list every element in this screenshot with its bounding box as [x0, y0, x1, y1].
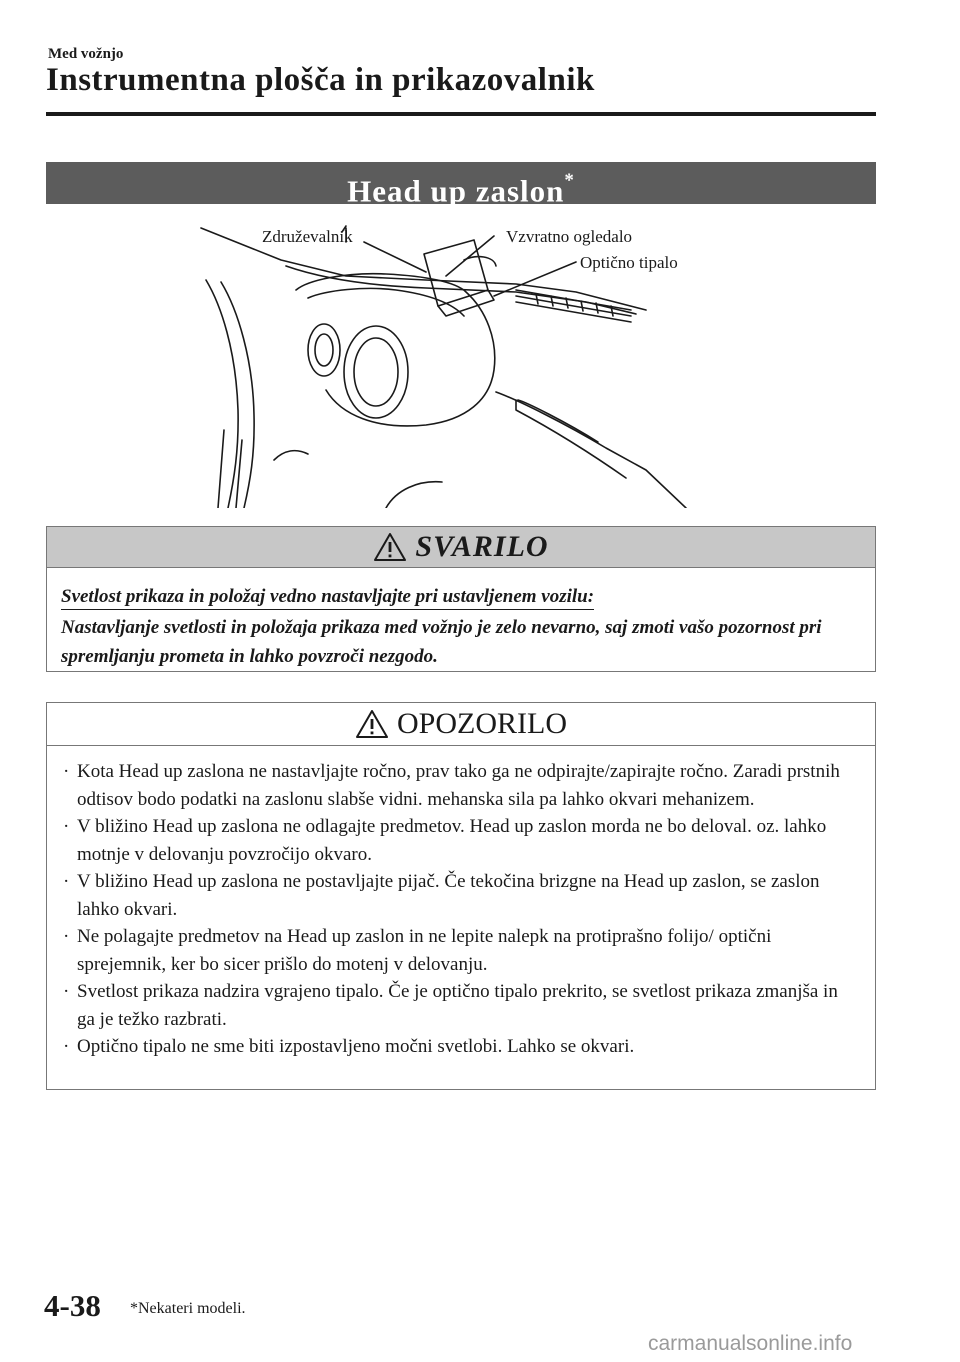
caution-list — [47, 746, 875, 1061]
caution-item-text: V bližino Head up zaslona ne postavljajte pijač. Če tekočina brizgne na Head up zaslon, se zaslon lahko okvari. — [77, 871, 820, 920]
label-combiner: Združevalnik — [262, 227, 353, 246]
page-title: Instrumentna plošča in prikazovalnik — [46, 62, 595, 98]
bullet: · — [63, 1036, 70, 1057]
caution-item-text: Optično tipalo ne sme biti izpostavljeno močni svetlobi. Lahko se okvari. — [77, 1036, 635, 1057]
caution-item-text: Kota Head up zaslona ne nastavljajte ročno, prav tako ga ne odpirajte/zapirajte ročno. Zaradi prstnih odtisov bodo podatki na zaslonu slabše vidni. mehanska sila pa lahko okvari mehanizem. — [77, 761, 840, 810]
caution-item-text: V bližino Head up zaslona ne odlagajte predmetov. Head up zaslon morda ne bo deloval. oz. lahko motnje v delovanju povzročijo okvaro. — [77, 816, 827, 865]
label-sensor: Optično tipalo — [580, 253, 678, 272]
caution-item-text: Ne polagajte predmetov na Head up zaslon in ne lepite nalepk na protiprašno folijo/ optični sprejemnik, ker bo sicer prišlo do motenj v delovanju. — [77, 926, 772, 975]
bullet: · — [63, 981, 70, 1002]
warning-lead: Svetlost prikaza in položaj vedno nastavljajte pri ustavljenem vozilu: — [61, 585, 594, 610]
warning-header — [47, 527, 875, 568]
bullet: · — [63, 871, 70, 892]
banner-footnote-mark: * — [564, 170, 575, 191]
caution-item — [63, 868, 855, 923]
footnote: *Nekateri modeli. — [130, 1300, 246, 1317]
bullet: · — [63, 761, 70, 782]
warning-box — [46, 526, 876, 672]
title-rule — [46, 112, 876, 116]
warning-triangle-icon — [355, 709, 389, 739]
warning-text: Nastavljanje svetlosti in položaja prikaza med vožnjo je zelo nevarno, saj zmoti vašo pozornost pri spremljanju prometa in lahko povzroči nezgodo. — [61, 617, 822, 667]
page-number: 4-38 — [44, 1288, 101, 1323]
section-banner — [46, 162, 876, 209]
hud-illustration — [46, 210, 876, 508]
bullet: · — [63, 816, 70, 837]
banner-title: Head up zaslon — [347, 173, 565, 209]
bullet: · — [63, 926, 70, 947]
caution-box — [46, 702, 876, 1090]
warning-heading: SVARILO — [415, 530, 549, 563]
caution-heading: OPOZORILO — [397, 707, 567, 740]
section-label: Med vožnjo — [48, 46, 124, 62]
caution-item — [63, 923, 855, 978]
watermark: carmanualsonline.info — [648, 1332, 853, 1355]
warning-triangle-icon — [373, 532, 407, 562]
caution-item-text: Svetlost prikaza nadzira vgrajeno tipalo. Če je optično tipalo prekrito, se svetlost prikaza zmanjša in ga je težko razbrati. — [77, 981, 838, 1030]
caution-header — [47, 703, 875, 746]
caution-item — [63, 758, 855, 813]
caution-item — [63, 1033, 855, 1061]
warning-body — [47, 568, 875, 671]
caution-item — [63, 813, 855, 868]
caution-item — [63, 978, 855, 1033]
label-mirror: Vzvratno ogledalo — [506, 227, 633, 246]
